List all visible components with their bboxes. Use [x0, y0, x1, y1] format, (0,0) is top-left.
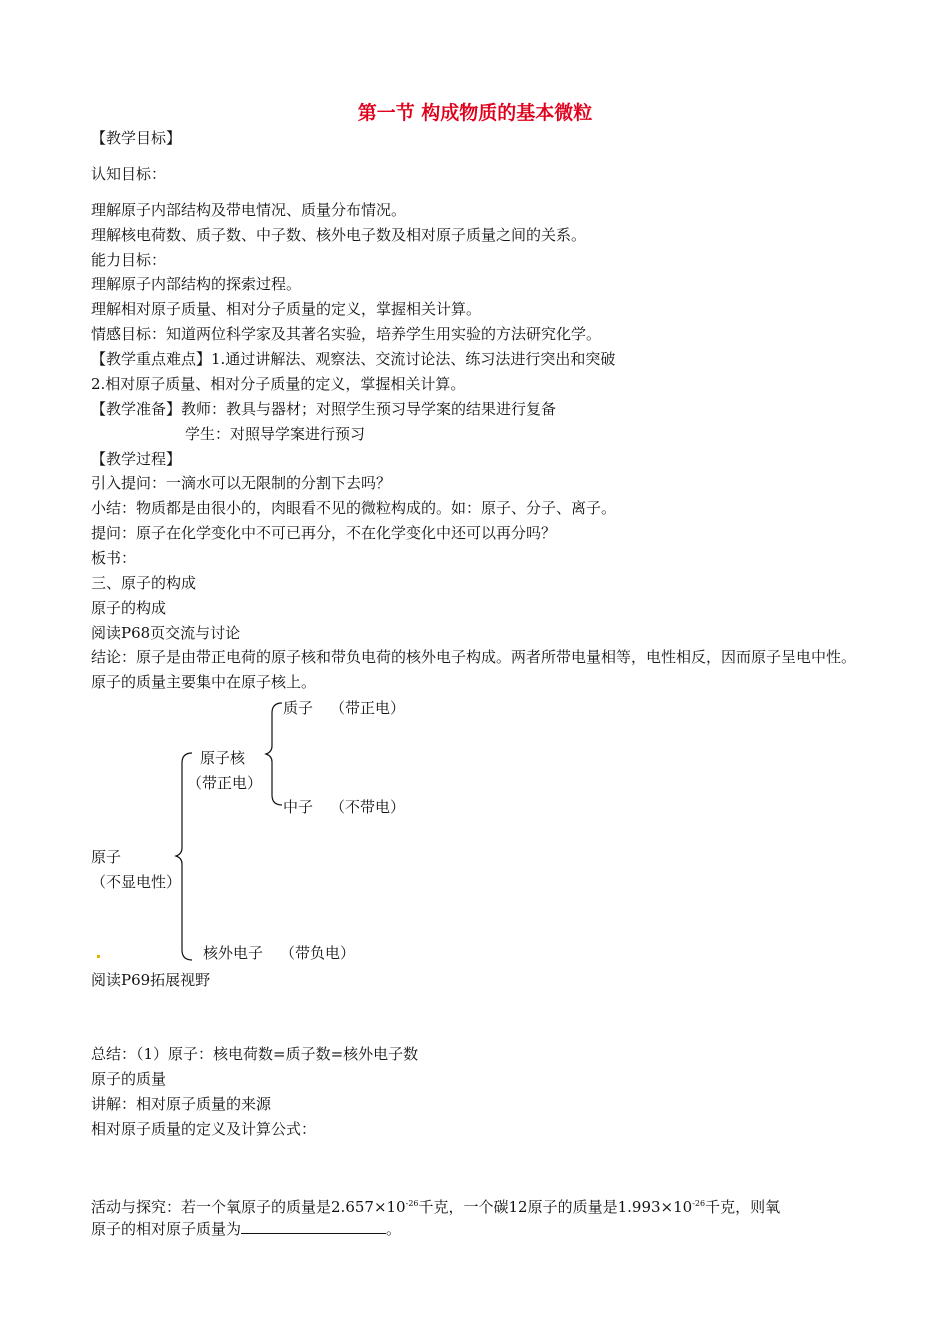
- activity-line-2: [91, 1219, 401, 1239]
- text-line: 板书：: [91, 549, 137, 567]
- text-line: 原子的构成: [91, 599, 167, 617]
- electron-note: （带负电）: [280, 944, 356, 962]
- sentence-end: 。: [386, 1220, 402, 1238]
- text-line: 提问：原子在化学变化中不可已再分，不在化学变化中还可以再分吗？: [91, 524, 557, 542]
- page-title: 第一节 构成物质的基本微粒: [357, 102, 593, 124]
- exponent-carbon: -26: [692, 1199, 706, 1208]
- ability-goals-label: 能力目标：: [91, 251, 167, 269]
- activity-text-a: 活动与探究：若一个氧原子的质量是2.657×10: [91, 1198, 406, 1216]
- nucleus-label: 原子核: [200, 749, 246, 767]
- nucleus-note: （带正电）: [187, 774, 263, 792]
- summary-line: 总结：（1）原子：核电荷数=质子数=核外电子数: [91, 1045, 419, 1063]
- section-heading-objectives: 【教学目标】: [91, 129, 182, 147]
- text-line: 理解原子内部结构的探索过程。: [91, 275, 302, 293]
- text-line: 引入提问：一滴水可以无限制的分割下去吗？: [91, 474, 392, 492]
- text-line: 【教学准备】教师：教具与器材；对照学生预习导学案的结果进行复备: [91, 400, 557, 418]
- text-line: 【教学重点难点】1.通过讲解法、观察法、交流讨论法、练习法进行突出和突破: [91, 350, 616, 368]
- text-line: 理解原子内部结构及带电情况、质量分布情况。: [91, 201, 407, 219]
- neutron-note: （不带电）: [330, 798, 406, 816]
- cognitive-goals-label: 认知目标：: [91, 165, 167, 183]
- text-line: 讲解：相对原子质量的来源: [91, 1095, 272, 1113]
- text-line: 原子的质量: [91, 1070, 167, 1088]
- text-line: 三、原子的构成: [91, 574, 197, 592]
- text-line: 阅读P68页交流与讨论: [91, 624, 241, 642]
- proton-label: 质子: [283, 699, 314, 717]
- stray-mark: [97, 955, 100, 958]
- activity-line: [91, 1194, 780, 1217]
- text-line: 情感目标：知道两位科学家及其著名实验，培养学生用实验的方法研究化学。: [91, 325, 602, 343]
- conclusion-paragraph: 结论：原子是由带正电荷的原子核和带负电荷的核外电子构成。两者所带电量相等，电性相反，因而原子呈电中性。原子的质量主要集中在原子核上。: [91, 648, 857, 691]
- text-line: 2.相对原子质量、相对分子质量的定义，掌握相关计算。: [91, 375, 466, 393]
- atom-note: （不显电性）: [91, 873, 182, 891]
- activity-text-b: 千克，一个碳12原子的质量是1.993×10: [418, 1198, 693, 1216]
- text-line: 理解核电荷数、质子数、中子数、核外电子数及相对原子质量之间的关系。: [91, 226, 587, 244]
- text-line: 理解相对原子质量、相对分子质量的定义，掌握相关计算。: [91, 300, 482, 318]
- activity-text-c: 千克，则氧: [705, 1198, 781, 1216]
- text-line: 相对原子质量的定义及计算公式：: [91, 1120, 317, 1138]
- answer-blank[interactable]: [241, 1219, 386, 1234]
- exponent-oxygen: -26: [405, 1199, 419, 1208]
- activity-question: 原子的相对原子质量为: [91, 1220, 242, 1238]
- text-line: 学生：对照导学案进行预习: [185, 425, 366, 443]
- proton-note: （带正电）: [330, 699, 406, 717]
- electron-label: 核外电子: [203, 944, 264, 962]
- text-line: 阅读P69拓展视野: [91, 971, 211, 989]
- section-heading-process: 【教学过程】: [91, 450, 182, 468]
- atom-label: 原子: [91, 848, 122, 866]
- neutron-label: 中子: [283, 798, 314, 816]
- text-line: 小结：物质都是由很小的，肉眼看不见的微粒构成的。如：原子、分子、离子。: [91, 499, 617, 517]
